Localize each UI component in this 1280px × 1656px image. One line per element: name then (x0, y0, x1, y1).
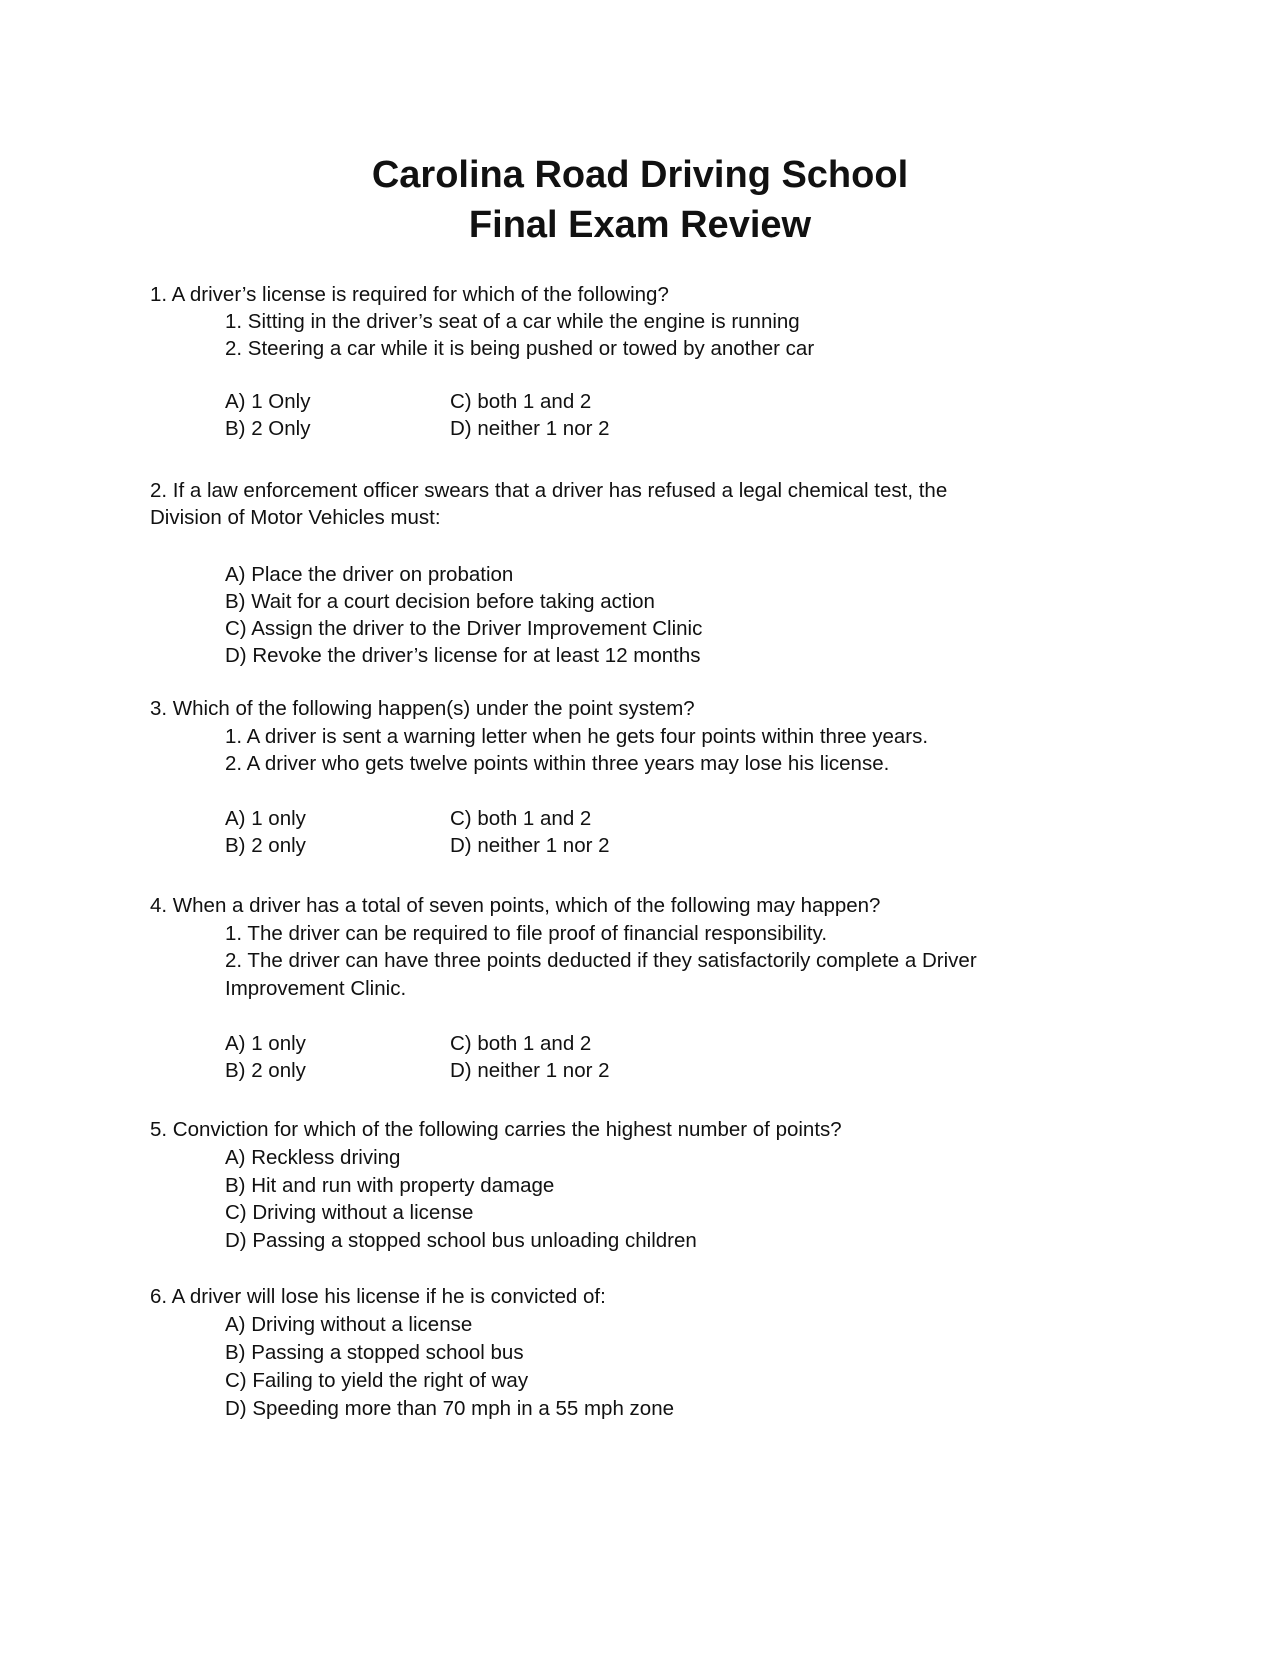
question-prompt: 3. Which of the following happen(s) under the point system? (150, 697, 695, 720)
option-a: A) Reckless driving (225, 1146, 401, 1169)
statement-2-continued: Improvement Clinic. (225, 977, 407, 1000)
option-c: C) both 1 and 2 (450, 390, 592, 413)
option-a: A) Driving without a license (225, 1313, 473, 1336)
option-b: B) Hit and run with property damage (225, 1174, 555, 1197)
statement-1: 1. Sitting in the driver’s seat of a car while the engine is running (225, 310, 800, 333)
question-prompt-continued: Division of Motor Vehicles must: (150, 506, 441, 529)
option-c: C) both 1 and 2 (450, 807, 592, 830)
exam-title: Final Exam Review (468, 204, 812, 246)
question-prompt: 2. If a law enforcement officer swears that a driver has refused a legal chemical test, the (150, 479, 948, 502)
question-prompt: 4. When a driver has a total of seven points, which of the following may happen? (150, 894, 881, 917)
option-d: D) neither 1 nor 2 (450, 834, 610, 857)
option-a: A) Place the driver on probation (225, 563, 514, 586)
option-b: B) Passing a stopped school bus (225, 1341, 524, 1364)
option-d: D) Revoke the driver’s license for at least 12 months (225, 644, 701, 667)
option-c: C) Failing to yield the right of way (225, 1369, 529, 1392)
statement-2: 2. A driver who gets twelve points within three years may lose his license. (225, 752, 890, 775)
option-d: D) Speeding more than 70 mph in a 55 mph zone (225, 1397, 674, 1420)
statement-1: 1. A driver is sent a warning letter when he gets four points within three years. (225, 725, 929, 748)
statement-1: 1. The driver can be required to file proof of financial responsibility. (225, 922, 828, 945)
option-a: A) 1 only (225, 1032, 306, 1055)
statement-2: 2. Steering a car while it is being pushed or towed by another car (225, 337, 815, 360)
option-a: A) 1 Only (225, 390, 311, 413)
school-title: Carolina Road Driving School (371, 154, 909, 196)
option-a: A) 1 only (225, 807, 306, 830)
option-d: D) Passing a stopped school bus unloading children (225, 1229, 697, 1252)
option-d: D) neither 1 nor 2 (450, 417, 610, 440)
option-d: D) neither 1 nor 2 (450, 1059, 610, 1082)
option-c: C) both 1 and 2 (450, 1032, 592, 1055)
question-prompt: 5. Conviction for which of the following carries the highest number of points? (150, 1118, 842, 1141)
option-c: C) Driving without a license (225, 1201, 474, 1224)
question-prompt: 1. A driver’s license is required for which of the following? (150, 283, 669, 306)
option-b: B) 2 only (225, 1059, 306, 1082)
option-b: B) 2 Only (225, 417, 311, 440)
question-prompt: 6. A driver will lose his license if he is convicted of: (150, 1285, 606, 1308)
option-b: B) 2 only (225, 834, 306, 857)
option-c: C) Assign the driver to the Driver Improvement Clinic (225, 617, 703, 640)
option-b: B) Wait for a court decision before taking action (225, 590, 655, 613)
statement-2: 2. The driver can have three points deducted if they satisfactorily complete a Driver (225, 949, 977, 972)
